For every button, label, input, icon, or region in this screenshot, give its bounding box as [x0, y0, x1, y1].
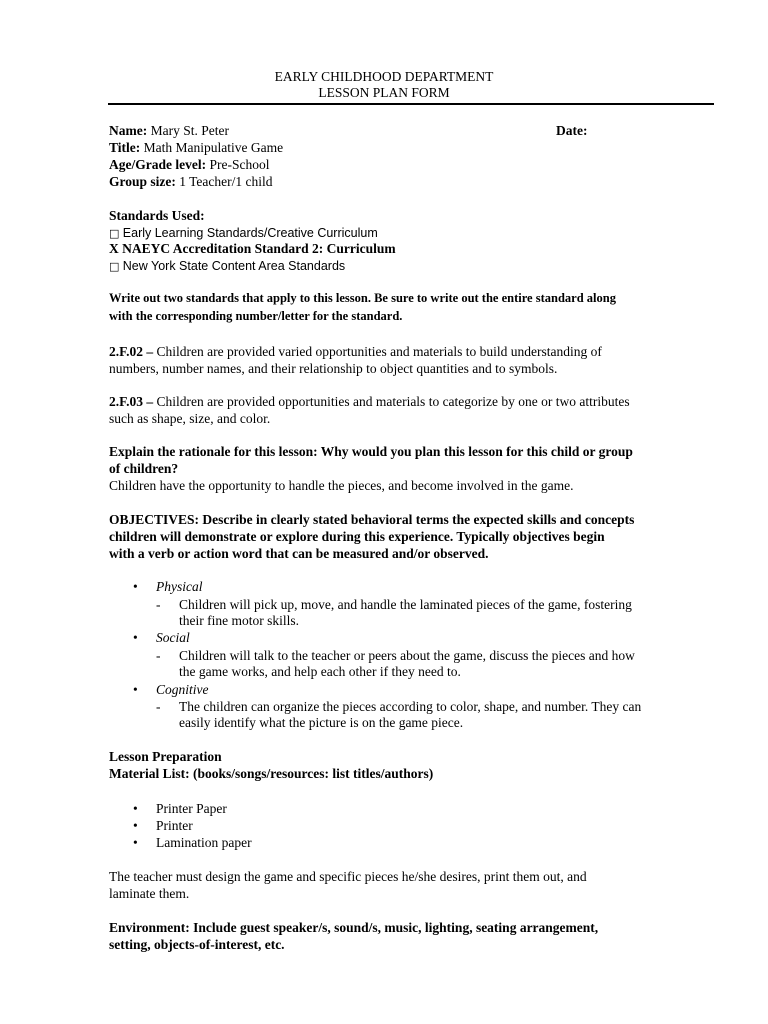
objective-physical-line-1: Children will pick up, move, and handle the laminated pieces of the game, fostering: [179, 597, 632, 612]
standard-2f03-text: Children are provided opportunities and materials to categorize by one or two attributes: [153, 394, 630, 409]
rationale-question-line-1: Explain the rationale for this lesson: Why would you plan this lesson for this child or group: [109, 444, 633, 459]
standard-option-3-label: New York State Content Area Standards: [122, 259, 346, 273]
environment-heading-line-2: setting, objects-of-interest, etc.: [109, 937, 285, 952]
title-label: Title:: [109, 140, 141, 155]
bullet-icon: •: [133, 801, 138, 816]
age-row: [109, 156, 269, 173]
objectives-heading-line-1: OBJECTIVES: Describe in clearly stated behavioral terms the expected skills and concepts: [109, 512, 635, 527]
bullet-icon: •: [133, 835, 138, 850]
standard-2f02-code: 2.F.02 –: [109, 344, 154, 359]
objective-physical-line-2: their fine motor skills.: [179, 613, 299, 628]
objective-cognitive-line-2: easily identify what the picture is on the game piece.: [179, 715, 464, 730]
objective-physical-label: Physical: [156, 579, 203, 594]
name-value: Mary St. Peter: [150, 123, 229, 138]
objective-social-line-1: Children will talk to the teacher or peers about the game, discuss the pieces and how: [179, 648, 635, 663]
dash-icon: -: [156, 597, 161, 612]
title-row: [109, 139, 283, 156]
checkbox-empty-icon: □: [109, 260, 120, 273]
objective-cognitive-label: Cognitive: [156, 682, 209, 697]
material-item: Printer Paper: [156, 801, 227, 816]
standards-heading: Standards Used:: [109, 208, 205, 223]
preparation-note-line-1: The teacher must design the game and specific pieces he/she desires, print them out, and: [109, 869, 587, 884]
lesson-preparation-heading: Lesson Preparation: [109, 749, 222, 764]
standard-option-2: X NAEYC Accreditation Standard 2: Curriculum: [109, 241, 396, 256]
group-row: [109, 173, 273, 190]
rationale-question-line-2: of children?: [109, 461, 179, 476]
group-label: Group size:: [109, 174, 176, 189]
standard-option-3: [109, 257, 345, 275]
date-label: Date:: [556, 123, 588, 138]
bullet-icon: •: [133, 630, 138, 645]
preparation-note-line-2: laminate them.: [109, 886, 190, 901]
department-title: EARLY CHILDHOOD DEPARTMENT: [274, 69, 494, 84]
bullet-icon: •: [133, 818, 138, 833]
standard-2f02-line-1: [109, 343, 602, 360]
bullet-icon: •: [133, 579, 138, 594]
standard-2f03-code: 2.F.03 –: [109, 394, 154, 409]
standard-2f03-line-1: [109, 393, 630, 410]
standard-2f03-line-2: such as shape, size, and color.: [109, 411, 271, 426]
material-list-heading: Material List: (books/songs/resources: list titles/authors): [109, 766, 434, 781]
objectives-heading-line-3: with a verb or action word that can be measured and/or observed.: [109, 546, 489, 561]
material-item: Lamination paper: [156, 835, 252, 850]
age-label: Age/Grade level:: [109, 157, 207, 172]
document-header: [0, 69, 768, 101]
title-value: Math Manipulative Game: [143, 140, 284, 155]
objective-cognitive-line-1: The children can organize the pieces according to color, shape, and number. They can: [179, 699, 642, 714]
objective-social-line-2: the game works, and help each other if they need to.: [179, 664, 461, 679]
group-value: 1 Teacher/1 child: [179, 174, 273, 189]
standard-2f02-text: Children are provided varied opportunities and materials to build understanding of: [153, 344, 602, 359]
environment-heading-line-1: Environment: Include guest speaker/s, sound/s, music, lighting, seating arrangement,: [109, 920, 599, 935]
form-title: LESSON PLAN FORM: [318, 85, 450, 100]
standard-2f02-line-2: numbers, number names, and their relationship to object quantities and to symbols.: [109, 361, 558, 376]
instruction-line-1: Write out two standards that apply to this lesson. Be sure to write out the entire standard along: [109, 291, 616, 305]
dash-icon: -: [156, 699, 161, 714]
bullet-icon: •: [133, 682, 138, 697]
name-row: [109, 122, 229, 139]
objective-social-label: Social: [156, 630, 190, 645]
instruction-line-2: with the corresponding number/letter for the standard.: [109, 309, 403, 323]
objectives-heading-line-2: children will demonstrate or explore during this experience. Typically objectives begin: [109, 529, 605, 544]
rationale-answer: Children have the opportunity to handle the pieces, and become involved in the game.: [109, 478, 574, 493]
checkbox-empty-icon: □: [109, 227, 120, 240]
dash-icon: -: [156, 648, 161, 663]
age-value: Pre-School: [209, 157, 270, 172]
standard-option-1-label: Early Learning Standards/Creative Curriculum: [122, 226, 378, 240]
header-divider: [108, 103, 714, 105]
name-label: Name:: [109, 123, 148, 138]
material-item: Printer: [156, 818, 193, 833]
